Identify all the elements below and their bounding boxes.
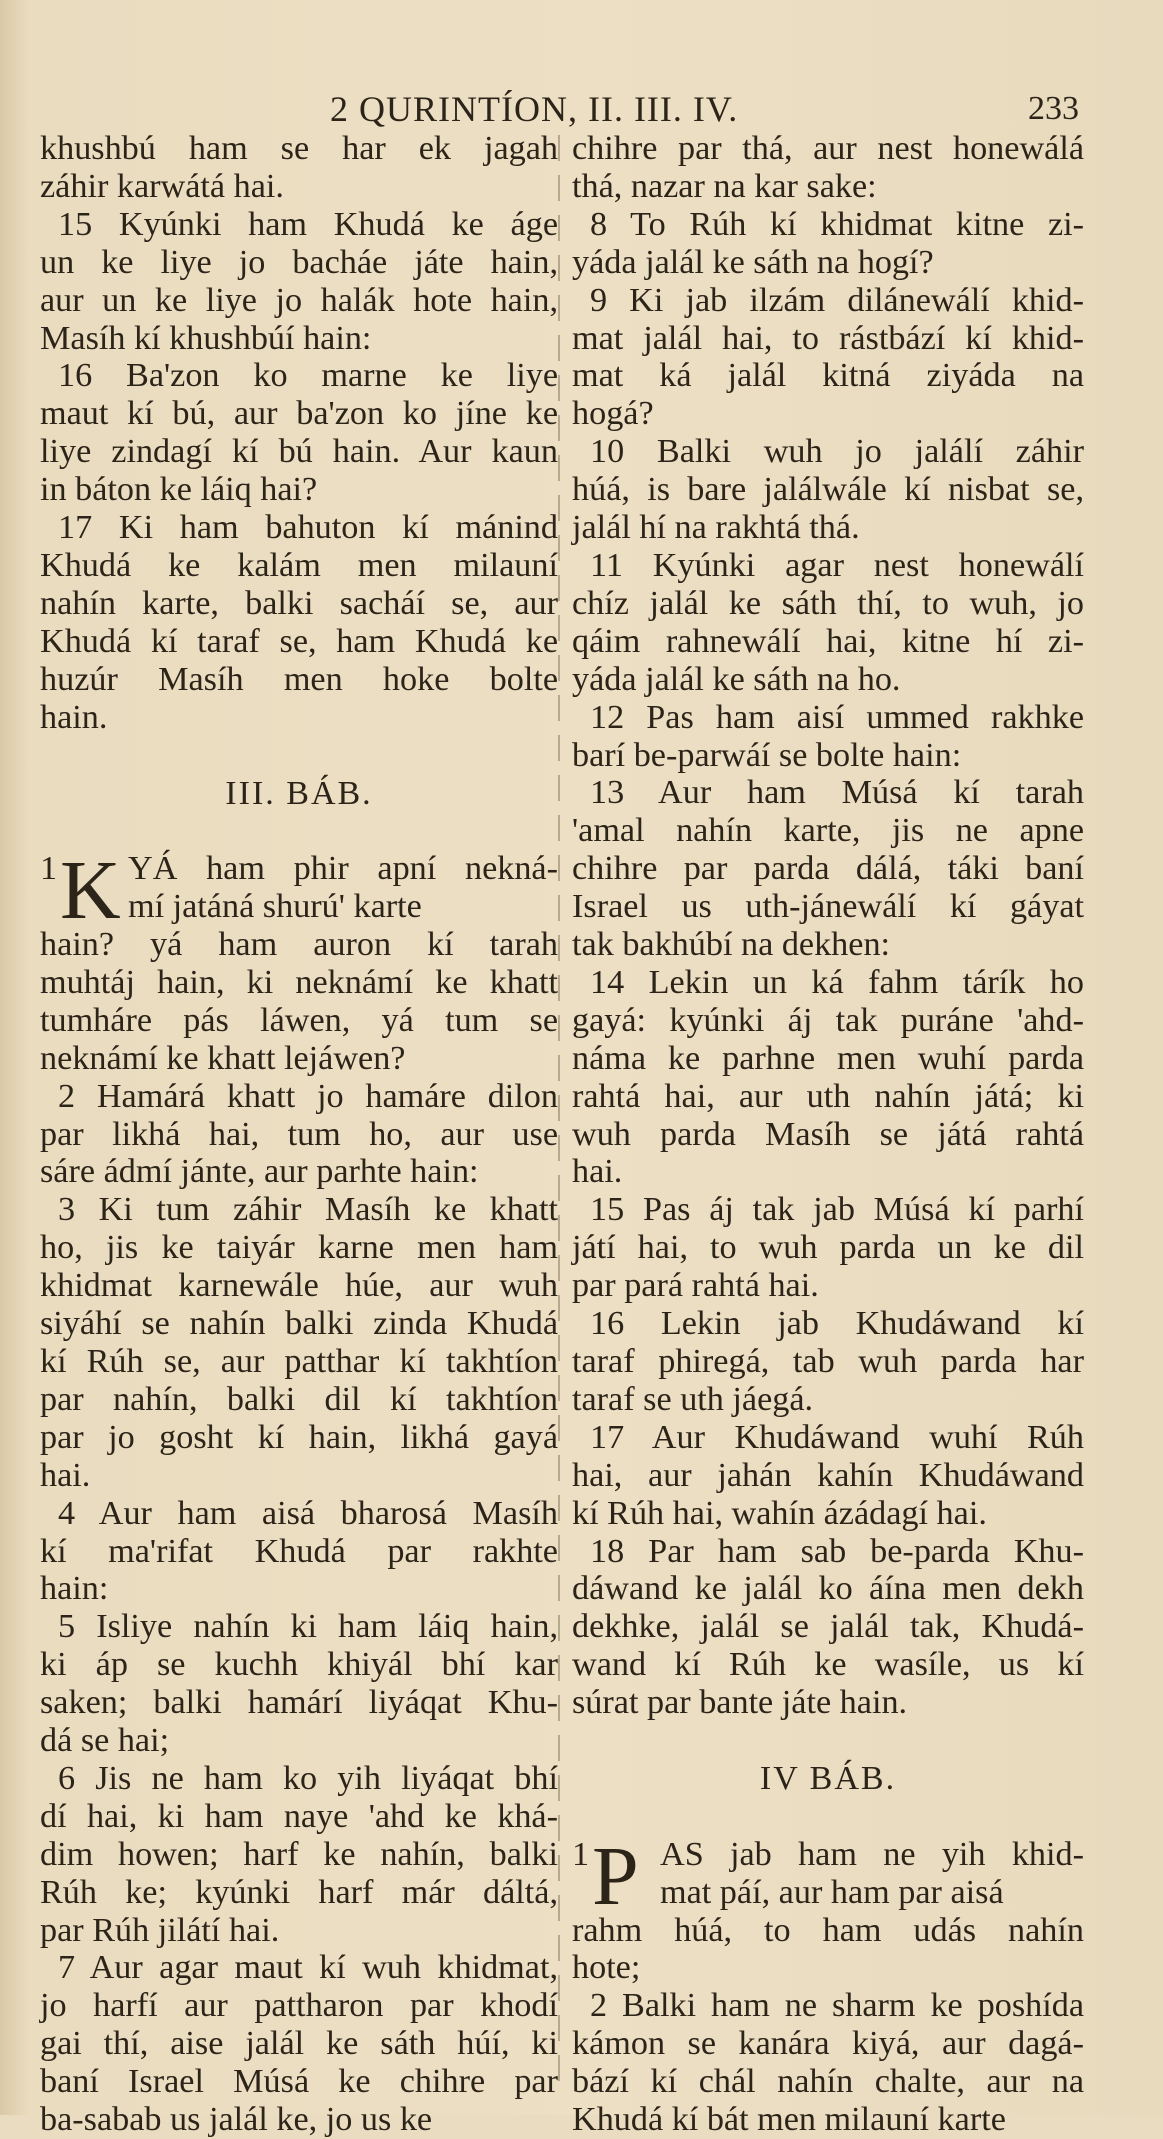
text-line: chíz jalál ke sáth thí, to wuh, jo — [572, 584, 1084, 622]
text-line: hote; — [572, 1949, 641, 1987]
text-line: 4 Aur ham aisá bharosá Masíh — [58, 1494, 558, 1532]
text-line: 8 To Rúh kí khidmat kitne zi- — [590, 205, 1084, 243]
text-line: thá, nazar na kar sake: — [572, 167, 877, 205]
text-line: 5 Isliye nahín ki ham láiq hain, — [58, 1608, 558, 1646]
page-number: 233 — [1028, 90, 1079, 127]
text-line: 17 Ki ham bahuton kí mánind — [58, 509, 558, 547]
text-line: 7 Aur agar maut kí wuh khidmat, — [58, 1949, 558, 1987]
text-line: 13 Aur ham Músá kí tarah — [590, 774, 1084, 812]
text-line: húá, is bare jalálwále kí nisbat se, — [572, 471, 1084, 509]
text-line: hai, aur jahán kahín Khudáwand — [572, 1456, 1084, 1494]
text-line: tumháre pás láwen, yá tum se — [40, 1001, 558, 1039]
text-line: 15 Pas áj tak jab Músá kí parhí — [590, 1191, 1084, 1229]
text-line: gayá: kyúnki áj tak puráne 'ahd- — [572, 1001, 1084, 1039]
text-line: dáwand ke jalál ko áína men dekh — [572, 1570, 1084, 1608]
left-text-block-b — [40, 926, 558, 2139]
text-line: 11 Kyúnki agar nest honewálí — [590, 546, 1084, 584]
right-text-block-b — [572, 1912, 1084, 2139]
verse-number: 1 — [40, 850, 58, 888]
left-text-block-a — [40, 130, 558, 737]
dropcap-block-iii — [40, 844, 558, 938]
running-title: 2 QURINTÍON, II. III. IV. — [330, 89, 739, 129]
text-line: játí hai, to wuh parda un ke dil — [572, 1229, 1084, 1267]
text-line: tak bakhúbí na dekhen: — [572, 926, 891, 964]
text-line: 'amal nahín karte, jis ne apne — [572, 812, 1084, 850]
text-line: par likhá hai, tum ho, aur use — [40, 1115, 558, 1153]
text-line: rahm húá, to ham udás nahín — [572, 1911, 1084, 1949]
text-line: dim howen; harf ke nahín, balki — [40, 1835, 558, 1873]
text-line: mat jalál hai, to rástbází kí khid- — [572, 319, 1084, 357]
text-line: taraf phiregá, tab wuh parda har — [572, 1343, 1084, 1380]
text-line: saken; balki hamárí liyáqat Khu- — [40, 1684, 558, 1722]
text-line: jalál hí na rakhtá thá. — [572, 509, 860, 547]
text-line: rahtá hai, aur uth nahín játá; ki — [572, 1077, 1084, 1115]
text-line: mí jatáná shurú' karte — [128, 888, 422, 926]
text-line: maut kí bú, aur ba'zon ko jíne ke — [40, 395, 558, 433]
text-line: liye zindagí kí bú hain. Aur kaun — [40, 433, 558, 471]
text-line: Khudá kí bát men milauní karte — [572, 2101, 1006, 2139]
chapter-heading-iii: III. BÁB. — [225, 774, 373, 812]
left-column — [40, 130, 558, 2139]
text-line: Khudá kí taraf se, ham Khudá ke — [40, 622, 558, 660]
text-line: khidmat karnewále húe, aur wuh — [40, 1267, 558, 1305]
text-line: hain: — [40, 1570, 109, 1608]
text-line: hain. — [40, 698, 108, 736]
text-line: ki áp se kuchh khiyál bhí kar — [40, 1646, 558, 1684]
text-line: qáim rahnewálí hai, kitne hí zi- — [572, 622, 1084, 660]
text-line: barí be-parwáí se bolte hain: — [572, 736, 962, 774]
text-line: par jo gosht kí hain, likhá gayá — [40, 1418, 558, 1456]
text-line: par Rúh jilátí hai. — [40, 1911, 280, 1949]
text-line: AS jab ham ne yih khid- — [660, 1835, 1084, 1873]
text-line: yáda jalál ke sáth na hogí? — [572, 243, 934, 281]
text-line: hogá? — [572, 395, 654, 433]
dropcap-lines — [572, 1829, 1084, 1923]
text-line: mat páí, aur ham par aisá — [660, 1873, 1004, 1911]
text-line: jo harfí aur pattharon par khodí — [40, 1987, 558, 2025]
text-line: súrat par bante játe hain. — [572, 1684, 908, 1722]
text-line: kámon se kanára kiyá, aur dagá- — [572, 2025, 1084, 2063]
text-line: mat ká jalál kitná ziyáda na — [572, 357, 1084, 395]
text-line: aur un ke liye jo halák hote hain, — [40, 281, 558, 319]
text-line: ba-sabab us jalál ke, jo us ke — [40, 2101, 433, 2139]
text-line: Khudá ke kalám men milauní — [40, 546, 558, 584]
text-line: chihre par thá, aur nest honewálá — [572, 130, 1084, 167]
chapter-heading-iv: IV BÁB. — [759, 1760, 897, 1798]
text-line: kí Rúh se, aur patthar kí takhtíon — [40, 1342, 558, 1380]
text-line: un ke liye jo bacháe játe hain, — [40, 243, 558, 281]
text-line: 2 Balki ham ne sharm ke poshída — [590, 1987, 1084, 2025]
text-line: par nahín, balki dil kí takhtíon — [40, 1380, 558, 1418]
text-line: muhtáj hain, ki neknámí ke khatt — [40, 963, 558, 1001]
text-line: dí hai, ki ham naye 'ahd ke khá- — [40, 1797, 558, 1835]
text-line: hai. — [40, 1456, 91, 1494]
text-line: 3 Ki tum záhir Masíh ke khatt — [58, 1191, 558, 1229]
text-line: YÁ ham phir apní nekná- — [128, 850, 558, 888]
text-line: siyáhí se nahín balki zinda Khudá — [40, 1305, 558, 1343]
text-line: hai. — [572, 1153, 623, 1191]
text-line: 15 Kyúnki ham Khudá ke áge — [58, 205, 558, 243]
text-line: chihre par parda dálá, táki baní — [572, 850, 1084, 888]
text-line: 16 Ba'zon ko marne ke liye — [58, 357, 558, 395]
text-line: 9 Ki jab ilzám dilánewálí khid- — [590, 281, 1084, 319]
text-line: 6 Jis ne ham ko yih liyáqat bhí — [58, 1759, 558, 1797]
text-line: ho, jis ke taiyár karne men ham — [40, 1229, 558, 1267]
text-line: baní Israel Músá ke chihre par — [40, 2063, 558, 2101]
text-line: khushbú ham se har ek jagah — [40, 130, 558, 167]
text-line: záhir karwátá hai. — [40, 167, 284, 205]
text-line: sáre ádmí jánte, aur parhte hain: — [40, 1153, 479, 1191]
text-line: Israel us uth-jánewálí kí gáyat — [572, 888, 1084, 926]
text-line: kí ma'rifat Khudá par rakhte — [40, 1532, 558, 1570]
text-line: par pará rahtá hai. — [572, 1267, 819, 1305]
text-line: in báton ke láiq hai? — [40, 471, 318, 509]
text-line: bází kí chál nahín chalte, aur na — [572, 2063, 1084, 2101]
right-text-block-a — [572, 130, 1084, 1722]
text-line: 17 Aur Khudáwand wuhí Rúh — [590, 1418, 1084, 1456]
text-line: dá se hai; — [40, 1722, 170, 1760]
text-line: náma ke parhne men wuhí parda — [572, 1039, 1084, 1077]
text-line: 10 Balki wuh jo jalálí záhir — [590, 433, 1084, 471]
text-line: 2 Hamárá khatt jo hamáre dilon — [58, 1077, 558, 1115]
text-line: 14 Lekin un ká fahm tárík ho — [590, 963, 1084, 1001]
verse-number: 1 — [572, 1835, 590, 1873]
text-line: hain? yá ham auron kí tarah — [40, 926, 558, 963]
text-line: wand kí Rúh ke wasíle, us kí — [572, 1646, 1084, 1684]
text-line: neknámí ke khatt lejáwen? — [40, 1039, 406, 1077]
text-line: Rúh ke; kyúnki harf már dáltá, — [40, 1873, 558, 1911]
text-line: kí Rúh hai, wahín ázádagí hai. — [572, 1494, 987, 1532]
text-line: 12 Pas ham aisí ummed rakhke — [590, 698, 1084, 736]
text-line: dekhke, jalál se jalál tak, Khudá- — [572, 1608, 1084, 1646]
text-line: gai thí, aise jalál ke sáth húí, ki — [40, 2025, 558, 2063]
text-line: nahín karte, balki sacháí se, aur — [40, 584, 558, 622]
text-line: Masíh kí khushbúí hain: — [40, 319, 372, 357]
text-line: taraf se uth jáegá. — [572, 1380, 814, 1418]
text-line: yáda jalál ke sáth na ho. — [572, 660, 901, 698]
column-divider — [558, 135, 560, 2090]
right-column — [572, 130, 1084, 2139]
dropcap-block-iv — [572, 1829, 1084, 1923]
text-line: wuh parda Masíh se játá rahtá — [572, 1115, 1084, 1153]
text-line: huzúr Masíh men hoke bolte — [40, 660, 558, 698]
text-line: 18 Par ham sab be-parda Khu- — [590, 1532, 1084, 1570]
dropcap-letter: P — [592, 1829, 639, 1923]
text-line: 16 Lekin jab Khudáwand kí — [590, 1305, 1084, 1343]
dropcap-letter: K — [60, 844, 121, 938]
